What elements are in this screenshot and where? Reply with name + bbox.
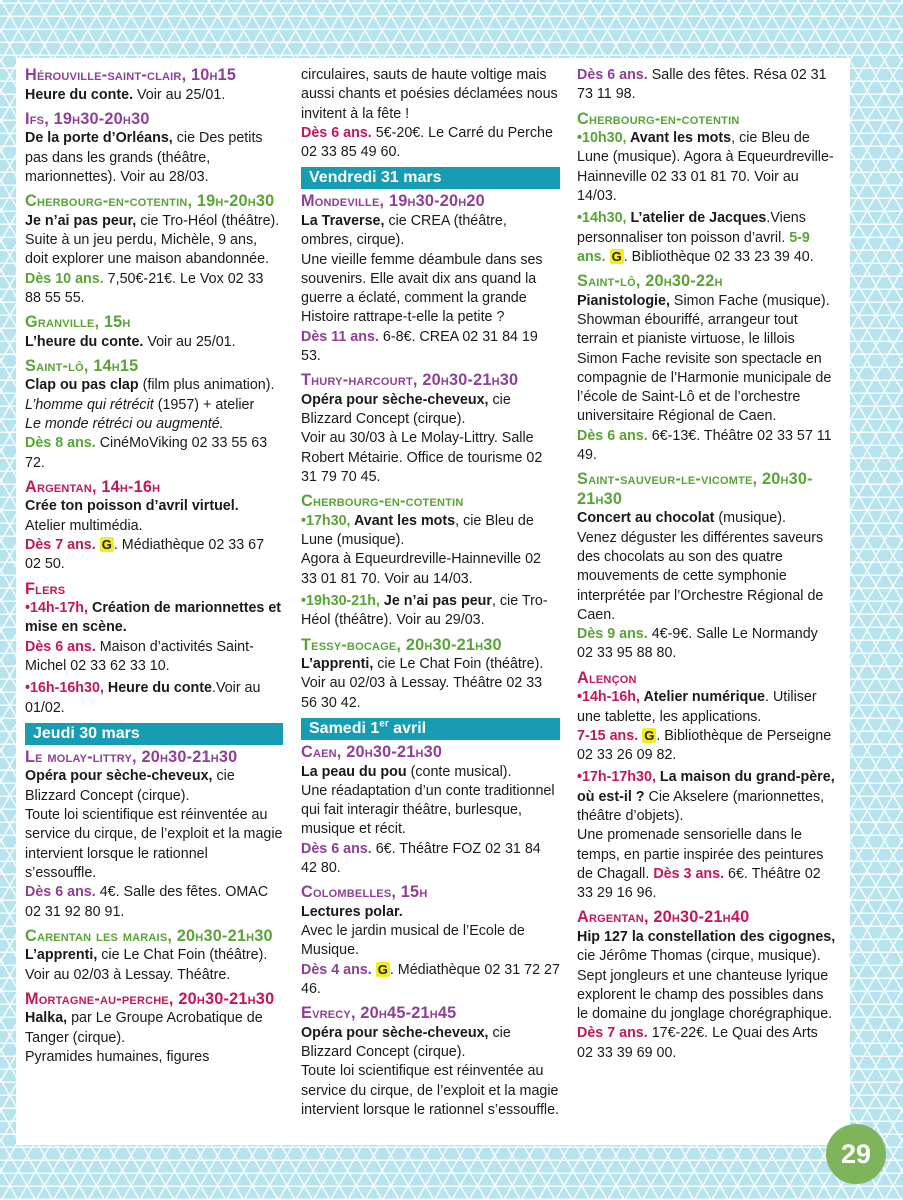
event-info: .Viens personnaliser ton poisson d’avril. (577, 210, 806, 246)
event-info: Cie Akselere (marionnettes, théâtre d’objets). (577, 788, 825, 824)
event-price: . Bibliothèque de Perseigne 02 33 26 09 82. (577, 727, 832, 764)
day-label: Samedi 1 (309, 720, 380, 738)
age-label: Dès 11 ans. (301, 328, 379, 345)
column-1 (25, 66, 283, 1072)
city-heading: Alençon (577, 668, 637, 687)
event-title: Halka, (25, 1010, 68, 1027)
event-info: (conte musical). (406, 763, 512, 780)
free-badge: G (644, 727, 655, 743)
event-info: cie Jérôme Thomas (cirque, musique). (577, 948, 821, 965)
event-text (25, 333, 283, 352)
event-entry (25, 580, 283, 718)
event-details (301, 961, 560, 1000)
city-heading: Argentan, 20h30-21h40 (577, 908, 750, 927)
event-text (25, 86, 283, 105)
event-info: .Voir au 01/02. (25, 680, 261, 716)
age-label: Dès 6 ans. (25, 884, 96, 901)
film-title: Le monde rétréci ou augmenté. (25, 416, 224, 433)
event-entry (577, 669, 837, 904)
event-title: Pianistologie, (577, 292, 670, 309)
event-text (301, 391, 560, 430)
event-description (25, 396, 283, 415)
event-price: 4€. Salle des fêtes. OMAC 02 31 92 80 91. (25, 884, 269, 920)
event-text (577, 928, 837, 967)
event-price: 5€-20€. Le Carré du Perche 02 33 85 49 60. (301, 124, 553, 161)
event-info: cie Blizzard Concept (cirque). (301, 391, 511, 428)
age-label: Dès 9 ans. (577, 626, 648, 643)
event-price: 6€. Théâtre 02 33 29 16 96. (577, 865, 821, 902)
city-heading: Argentan, 14h-16h (25, 477, 161, 496)
event-title: Opéra pour sèche-cheveux, (301, 391, 489, 408)
city-heading: Mondeville, 19h30-20h20 (301, 192, 485, 211)
city-heading: Cherbourg-en-cotentin (577, 109, 740, 128)
event-info: , cie Tro-Héol (théâtre). Voir au 29/03. (301, 593, 548, 629)
event-details (301, 328, 560, 367)
event-text (25, 599, 283, 638)
age-label: Dès 8 ans. (25, 435, 96, 452)
event-info: Simon Fache (musique). (669, 292, 830, 309)
event-price: Maison d’activités Saint-Michel 02 33 62 33 10. (25, 638, 254, 675)
event-price: 6€. Théâtre FOZ 02 31 84 42 80. (301, 840, 541, 876)
event-entry (25, 66, 283, 105)
event-info: (musique). (714, 510, 786, 527)
event-entry (577, 908, 837, 1063)
city-heading: Colombelles, 15h (301, 883, 428, 902)
event-text (301, 655, 560, 713)
event-description: Toute loi scientifique est réinventée au service du cirque, de l’exploit et la magie intervient lorsque le rationnel s’essouffle. (25, 807, 283, 881)
event-title: Opéra pour sèche-cheveux, (25, 768, 213, 785)
age-label: Dès 6 ans. (25, 638, 96, 655)
free-badge: G (101, 537, 112, 553)
event-description: Showman ébouriffé, arrangeur tout terrain et pianiste virtuose, le lillois Simon Fache revisite son spectacle en compagnie de l’Harmonie municipale de l’école de Saint-Lô et de l’orchestre universitaire Régional de Caen. (577, 311, 832, 425)
event-description: Une vieille femme déambule dans ses souvenirs. Elle avait dix ans quand la guerre a éclaté, comment la grande Histoire rattrape-t-elle la petite ? (301, 251, 543, 326)
event-title: Hip 127 la constellation des cigognes, (577, 928, 836, 945)
event-entry (25, 357, 283, 473)
event-time: •14h-16h, (577, 689, 641, 706)
event-details (25, 270, 283, 309)
event-title: Création de marionnettes et mise en scène. (25, 600, 282, 636)
event-info: cie Blizzard Concept (cirque). (301, 1024, 511, 1061)
event-details (577, 625, 837, 664)
event-details (25, 434, 283, 473)
day-header: Jeudi 30 mars (25, 723, 283, 745)
city-heading: Thury-harcourt, 20h30-21h30 (301, 371, 519, 390)
event-time: •14h-17h, (25, 600, 89, 617)
age-label: 7-15 ans. (577, 727, 639, 744)
event-entry (301, 66, 560, 162)
event-entry (25, 313, 283, 352)
city-heading: Granville, 15h (25, 313, 131, 332)
city-heading: Saint-lô, 14h15 (25, 356, 139, 375)
event-details (25, 638, 283, 677)
city-heading: Mortagne-au-perche, 20h30-21h30 (25, 989, 275, 1008)
event-title: Je n’ai pas peur (379, 593, 492, 610)
event-text (577, 129, 837, 206)
event-entry (301, 743, 560, 878)
event-title: La peau du pou (301, 763, 407, 780)
event-price: 7,50€-21€. Le Vox 02 33 88 55 55. (25, 270, 264, 306)
column-3 (577, 66, 837, 1068)
event-text (577, 292, 837, 311)
event-title: Opéra pour sèche-cheveux, (301, 1024, 489, 1041)
event-details (577, 427, 837, 466)
event-details (25, 536, 283, 575)
age-label: Dès 4 ans. (301, 961, 372, 978)
event-entry (577, 66, 837, 105)
city-heading: Carentan les marais, 20h30-21h30 (25, 926, 273, 945)
event-description (577, 826, 837, 903)
event-description: Venez déguster les différentes saveurs des chocolats au son des quatre mouvements de cette symphonie interprétée par l’Orchestre Régional de Caen. (577, 529, 824, 623)
free-badge: G (377, 961, 388, 977)
day-ordinal: er (379, 718, 389, 730)
city-heading: Evrecy, 20h45-21h45 (301, 1004, 457, 1023)
event-text (301, 592, 560, 631)
event-entry (301, 492, 560, 630)
event-info: Voir au 25/01. (133, 86, 226, 103)
event-details (25, 883, 283, 922)
event-title: Avant les mots (350, 512, 456, 529)
event-description: Toute loi scientifique est réinventée au service du cirque, de l’exploit et la magie intervient lorsque le rationnel s’essouffle. (301, 1063, 560, 1118)
event-info: Voir au 25/01. (143, 333, 236, 350)
event-details (577, 727, 837, 766)
age-label: Dès 3 ans. (649, 865, 725, 882)
event-description: circulaires, sauts de haute voltige mais aussi chants et poésies déclamées nous invitent à la fête ! (301, 67, 558, 122)
free-badge: G (611, 248, 622, 264)
city-heading: Hérouville-saint-clair, 10h15 (25, 66, 237, 84)
event-time: •16h-16h30, (25, 680, 104, 697)
age-label: Dès 7 ans. (577, 1025, 648, 1042)
event-entry (25, 110, 283, 187)
event-info: cie Tro-Héol (théâtre). Suite à un jeu perdu, Michèle, 9 ans, doit explorer une maison abandonnée. (25, 212, 280, 268)
event-info: cie Le Chat Foin (théâtre). Voir au 02/03 à Lessay. Théâtre. (25, 947, 268, 983)
event-info: cie Des petits pas dans les grands (théâtre, marionnettes). Voir au 28/03. (25, 130, 263, 185)
age-label: Dès 7 ans. (25, 537, 96, 554)
event-text (25, 767, 283, 806)
event-info: Une promenade sensorielle dans le temps, en partie inspirée des peintures de Chagall. (577, 827, 824, 882)
event-title: La Traverse, (301, 212, 385, 229)
event-price: . Médiathèque 02 33 67 02 50. (25, 537, 265, 573)
day-header (301, 718, 560, 740)
event-title: Avant les mots (626, 130, 732, 147)
event-entry (577, 272, 837, 465)
event-details (577, 1024, 837, 1063)
event-entry (25, 927, 283, 985)
event-description: Agora à Equeurdreville-Hainneville 02 33 01 81 70. Voir au 14/03. (301, 551, 542, 587)
event-text (25, 376, 283, 395)
event-entry (301, 636, 560, 713)
event-price: . Bibliothèque 02 33 23 39 40. (623, 248, 814, 265)
event-price: Salle des fêtes. Résa 02 31 73 11 98. (577, 67, 827, 103)
event-description: Sept jongleurs et une chanteuse lyrique explorent le champ des possibles dans le domaine du jonglage chorégraphique. (577, 967, 833, 1023)
event-price: 4€-9€. Salle Le Normandy 02 33 95 88 80. (577, 626, 818, 662)
event-info: cie CREA (théâtre, ombres, cirque). (301, 212, 507, 249)
event-title: Je n’ai pas peur, (25, 212, 137, 229)
city-heading: Cherbourg-en-cotentin (301, 492, 464, 511)
event-entry (25, 478, 283, 575)
event-text (25, 212, 283, 270)
age-label: 5-9 ans. (577, 229, 810, 265)
event-entry (577, 470, 837, 663)
event-title: Lectures polar. (301, 903, 403, 920)
city-heading: Tessy-bocage, 20h30-21h30 (301, 635, 502, 654)
city-heading: Cherbourg-en-cotentin, 19h-20h30 (25, 192, 275, 211)
event-title: L’apprenti, (25, 947, 98, 964)
event-entry (25, 990, 283, 1067)
event-details (577, 66, 837, 105)
event-text (577, 768, 837, 826)
event-text (577, 209, 837, 267)
event-title: Atelier numérique (640, 689, 766, 706)
age-label: Dès 6 ans. (577, 427, 648, 444)
film-title: L’homme qui rétrécit (25, 396, 154, 413)
event-text (25, 679, 283, 718)
city-heading: Le molay-littry, 20h30-21h30 (25, 747, 238, 766)
event-info: . Utiliser une tablette, les applications. (577, 689, 817, 725)
event-time: •19h30-21h, (301, 593, 380, 610)
event-title: L’heure du conte. (25, 333, 144, 350)
event-time: •14h30, (577, 210, 627, 227)
event-info: , cie Bleu de Lune (musique). Agora à Equeurdreville-Hainneville 02 33 01 81 70. Voir au 14/03. (577, 130, 834, 204)
event-title: L’apprenti, (301, 656, 374, 673)
event-title: Clap ou pas clap (25, 377, 139, 394)
event-title: La maison du grand-père, où est-il ? (577, 769, 835, 805)
event-description: Voir au 30/03 à Le Molay-Littry. Salle Robert Métairie. Office de tourisme 02 31 79 70 45. (301, 430, 543, 486)
event-title: Crée ton poisson d’avril virtuel. (25, 498, 239, 515)
event-description: Une réadaptation d’un conte traditionnel qui fait interagir théâtre, burlesque, musique et récit. (301, 782, 555, 838)
event-text (301, 763, 560, 782)
column-2 (301, 66, 560, 1125)
event-entry (301, 371, 560, 487)
event-price: 17€-22€. Le Quai des Arts 02 33 39 69 00. (577, 1025, 818, 1061)
event-entry (301, 1004, 560, 1120)
page-number: 29 (826, 1124, 886, 1184)
day-month: avril (388, 720, 427, 738)
city-heading: Saint-sauveur-le-vicomte, 20h30-21h30 (577, 470, 813, 508)
event-entry (577, 110, 837, 268)
event-description: Pyramides humaines, figures (25, 1048, 210, 1065)
event-text (25, 129, 283, 187)
event-entry (25, 192, 283, 308)
event-details (301, 840, 560, 879)
age-label: Dès 6 ans. (301, 124, 372, 141)
city-heading: Ifs, 19h30-20h30 (25, 109, 150, 128)
event-text (301, 1024, 560, 1063)
event-info: par Le Groupe Acrobatique de Tanger (cirque). (25, 1010, 263, 1046)
event-entry (301, 192, 560, 366)
event-price: 6-8€. CREA 02 31 84 19 53. (301, 328, 538, 365)
event-entry (301, 883, 560, 999)
event-info: cie Blizzard Concept (cirque). (25, 768, 235, 804)
event-price: 6€-13€. Théâtre 02 33 57 11 49. (577, 427, 832, 464)
event-title: Heure du conte (103, 680, 212, 697)
event-title: L’atelier de Jacques (626, 210, 767, 227)
event-time: •17h-17h30, (577, 769, 656, 786)
city-heading: Saint-lô, 20h30-22h (577, 272, 723, 291)
city-heading: Flers (25, 579, 66, 598)
event-description: Atelier multimédia. (25, 517, 143, 534)
event-text (577, 509, 837, 528)
event-title: Concert au chocolat (577, 510, 715, 527)
city-heading: Caen, 20h30-21h30 (301, 743, 443, 762)
age-label: Dès 10 ans. (25, 270, 104, 287)
event-description: Avec le jardin musical de l’Ecole de Musique. (301, 923, 525, 959)
event-price: . Médiathèque 02 31 72 27 46. (301, 961, 560, 997)
event-info: (film plus animation). (138, 377, 275, 394)
event-text (301, 212, 560, 251)
event-price: CinéMoViking 02 33 55 63 72. (25, 435, 268, 471)
event-title: Heure du conte. (25, 86, 134, 103)
event-text (25, 1009, 283, 1048)
event-title: De la porte d’Orléans, (25, 130, 173, 147)
event-entry (25, 748, 283, 922)
event-info: cie Le Chat Foin (théâtre). Voir au 02/03 à Lessay. Théâtre 02 33 56 30 42. (301, 656, 544, 711)
event-details (301, 124, 560, 163)
day-header: Vendredi 31 mars (301, 167, 560, 189)
event-time: •10h30, (577, 130, 627, 147)
event-text (25, 946, 283, 985)
event-time: •17h30, (301, 512, 351, 529)
age-label: Dès 6 ans. (577, 67, 648, 83)
event-info: , cie Bleu de Lune (musique). (301, 512, 534, 549)
age-label: Dès 6 ans. (301, 840, 372, 857)
event-text (301, 512, 560, 551)
event-info: (1957) + atelier (153, 396, 255, 413)
event-text (577, 688, 837, 727)
